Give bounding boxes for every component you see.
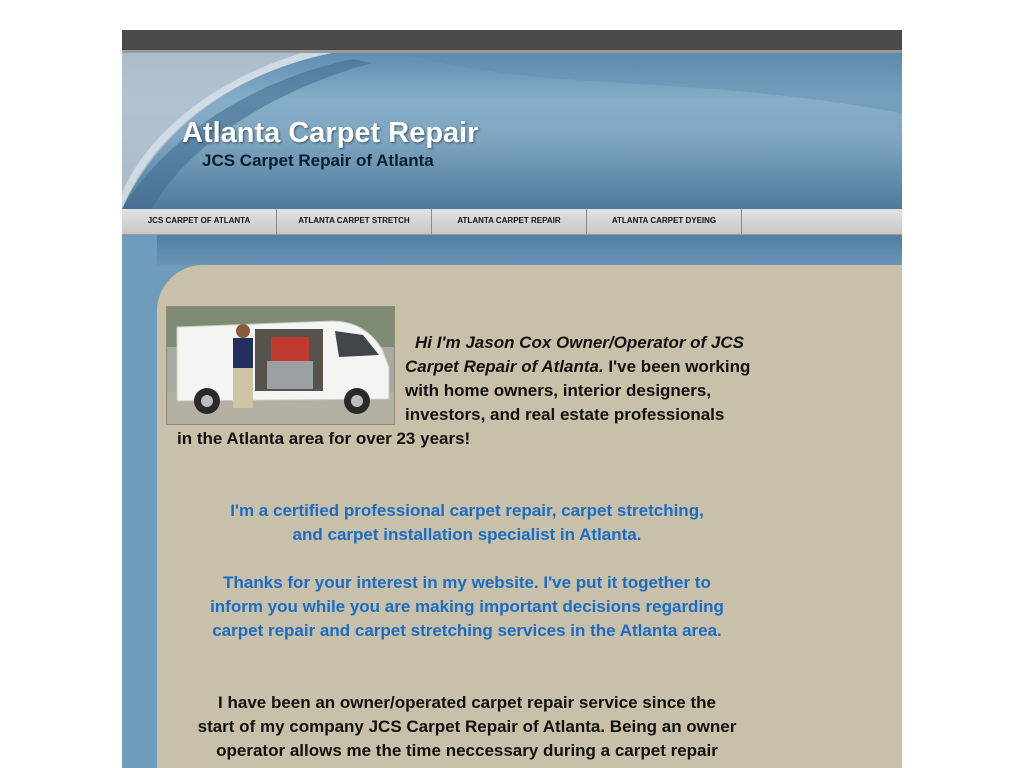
owner-with-van-photo — [167, 307, 394, 424]
page — [122, 30, 902, 768]
nav-item-atlanta-carpet-repair[interactable]: ATLANTA CARPET REPAIR — [432, 209, 587, 234]
intro-line4: investors, and real estate professionals — [405, 405, 725, 424]
thanks-line1: Thanks for your interest in my website. I've put it together to — [223, 573, 711, 592]
intro-line2-rest: I've been working — [603, 357, 751, 376]
intro-line3: with home owners, interior designers, — [405, 381, 712, 400]
site-title: Atlanta Carpet Repair — [182, 117, 479, 149]
body-area — [122, 235, 902, 768]
intro-text — [405, 331, 785, 427]
owner-line2: start of my company JCS Carpet Repair of Atlanta. Being an owner — [197, 717, 737, 736]
nav-item-atlanta-carpet-dyeing[interactable]: ATLANTA CARPET DYEING — [587, 209, 742, 234]
content-top-band — [157, 235, 902, 265]
nav-item-atlanta-carpet-stretch[interactable]: ATLANTA CARPET STRETCH — [277, 209, 432, 234]
site-subtitle: JCS Carpet Repair of Atlanta — [202, 151, 434, 170]
owner-line1: I have been an owner/operated carpet repair service since the — [218, 693, 716, 712]
intro-italic-line1: Hi I'm Jason Cox Owner/Operator of JCS — [415, 333, 745, 352]
certified-line1: I'm a certified professional carpet repair, carpet stretching, — [230, 501, 704, 520]
header-banner — [122, 53, 902, 209]
owner-line3: operator allows me the time neccessary during a carpet repair — [216, 741, 718, 760]
owner-text — [177, 691, 757, 763]
thanks-line3: carpet repair and carpet stretching services in the Atlanta area. — [212, 621, 722, 640]
thanks-text — [187, 571, 747, 643]
intro-italic-line2: Carpet Repair of Atlanta. — [405, 357, 604, 376]
certified-text — [187, 499, 747, 547]
nav-filler — [742, 209, 902, 234]
main-content — [157, 265, 902, 768]
main-nav — [122, 209, 902, 235]
nav-item-jcs-carpet-of-atlanta[interactable]: JCS CARPET OF ATLANTA — [122, 209, 277, 234]
intro-line5: in the Atlanta area for over 23 years! — [177, 429, 471, 448]
photo-graphic — [167, 307, 394, 424]
top-bar — [122, 30, 902, 53]
certified-line2: and carpet installation specialist in Atlanta. — [292, 525, 642, 544]
thanks-line2: inform you while you are making important decisions regarding — [210, 597, 724, 616]
